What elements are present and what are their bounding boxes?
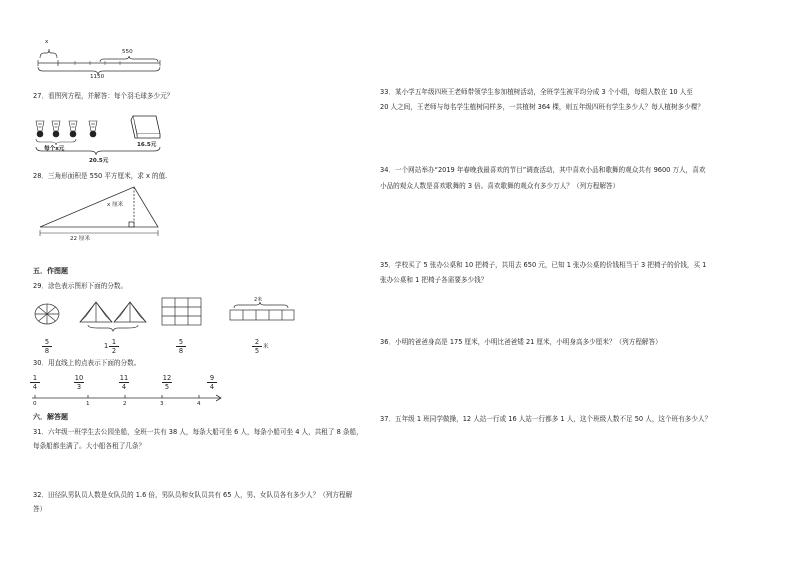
bar-2m [230,302,294,320]
segment-550-label: 550 [122,49,133,55]
q28-text: 28．三角形面积是 550 平方厘米，求 x 的值. [33,172,168,180]
tick-0: 0 [33,401,37,407]
bar-2m-label: 2米 [254,297,263,303]
tick-3: 3 [160,401,164,407]
base-label: 22 厘米 [70,236,91,242]
q29-fraction-2-whole: 1 [104,342,109,350]
q27-text: 27．看图列方程，并解答：每个羽毛球多少元？ [33,92,174,100]
triangle-figure [40,187,158,236]
q37-line1: 37．五年级 1 班同学做操，12 人站一行或 16 人站一行都多 1 人，这个班级人数不足 50 人，这个班有多少人？ [380,415,712,423]
q30-fraction-5: 9 4 [205,374,219,391]
two-pyramids [80,302,146,331]
q29-fraction-4-unit: 米 [263,344,269,350]
tick-4: 4 [197,401,201,407]
q29-text: 29．涂色表示图形下面的分数。 [33,282,128,290]
q35-line2: 张办公桌和 1 把椅子各需要多少钱？ [380,276,488,284]
q30-fraction-4: 12 5 [162,374,172,391]
q35-line1: 35．学校买了 5 张办公桌和 10 把椅子，共用去 650 元，已知 1 张办公桌的价钱相当于 3 把椅子的价钱，买 1 [380,261,707,269]
x-label: x [45,39,49,45]
total-1150-label: 1150 [90,74,105,80]
book-icon [131,116,160,138]
tick-1: 1 [86,401,90,407]
q36-line1: 36．小明的爸爸身高是 175 厘米，小明比爸爸矮 21 厘米，小明身高多少厘米？（列方程解答） [380,338,662,346]
q33-line1: 33．某小学五年级四班王老师带领学生参加植树活动，全班学生被平均分成 3 个小组，每组人数在 10 人至 [380,88,693,96]
q29-fraction-1: 5 8 [40,338,54,355]
550-brace [100,56,158,62]
tick-2: 2 [123,401,127,407]
shuttlecock-icons [36,121,97,137]
total-27-label: 20.5元 [89,158,109,164]
book-price-label: 16.5元 [137,142,157,148]
q34-line1: 34．一个网站举办“2019 年春晚我最喜欢的节目”调查活动，其中喜欢小品和歌舞的观众共有 9600 万人，喜欢 [380,166,706,174]
height-label: x 厘米 [107,202,124,208]
section6-title: 六．解答题 [33,413,68,421]
q34-line2: 小品的观众人数是喜欢歌舞的 3 倍。喜欢歌舞的观众有多少万人？（列方程解答） [380,182,620,190]
q30-fraction-1: 1 4 [28,374,42,391]
x-brace [40,49,57,58]
q30-text: 30．用直线上的点表示下面的分数。 [33,359,141,367]
q32-line1: 32．田径队男队员人数是女队员的 1.6 倍，男队员和女队员共有 65 人，男、女队员各有多少人？（列方程解 [33,491,353,499]
q29-fraction-3: 5 8 [174,338,188,355]
q30-fraction-2: 10 3 [74,374,84,391]
q29-fraction-4: 2 5 [250,338,264,355]
q32-line2: 答） [33,505,47,513]
each-label: 每个x元 [44,146,65,152]
circle-8-parts [35,304,59,324]
section5-title: 五．作图题 [33,267,68,275]
q31-line2: 每条船都坐满了。大小船各租了几条？ [33,442,146,450]
q31-line1: 31．六年级一班学生去公园坐船，全班一共有 38 人，每条大船可坐 6 人，每条小船可坐 4 人，共租了 8 条船， [33,428,363,436]
q29-fraction-2: 1 2 [107,338,121,355]
q33-line2: 20 人之间，王老师与每名学生植树同样多，一共植树 364 棵，则五年级四班有学生多少人？每人植树多少棵？ [380,103,704,111]
q30-fraction-3: 11 4 [119,374,129,391]
grid-rect [162,298,201,325]
